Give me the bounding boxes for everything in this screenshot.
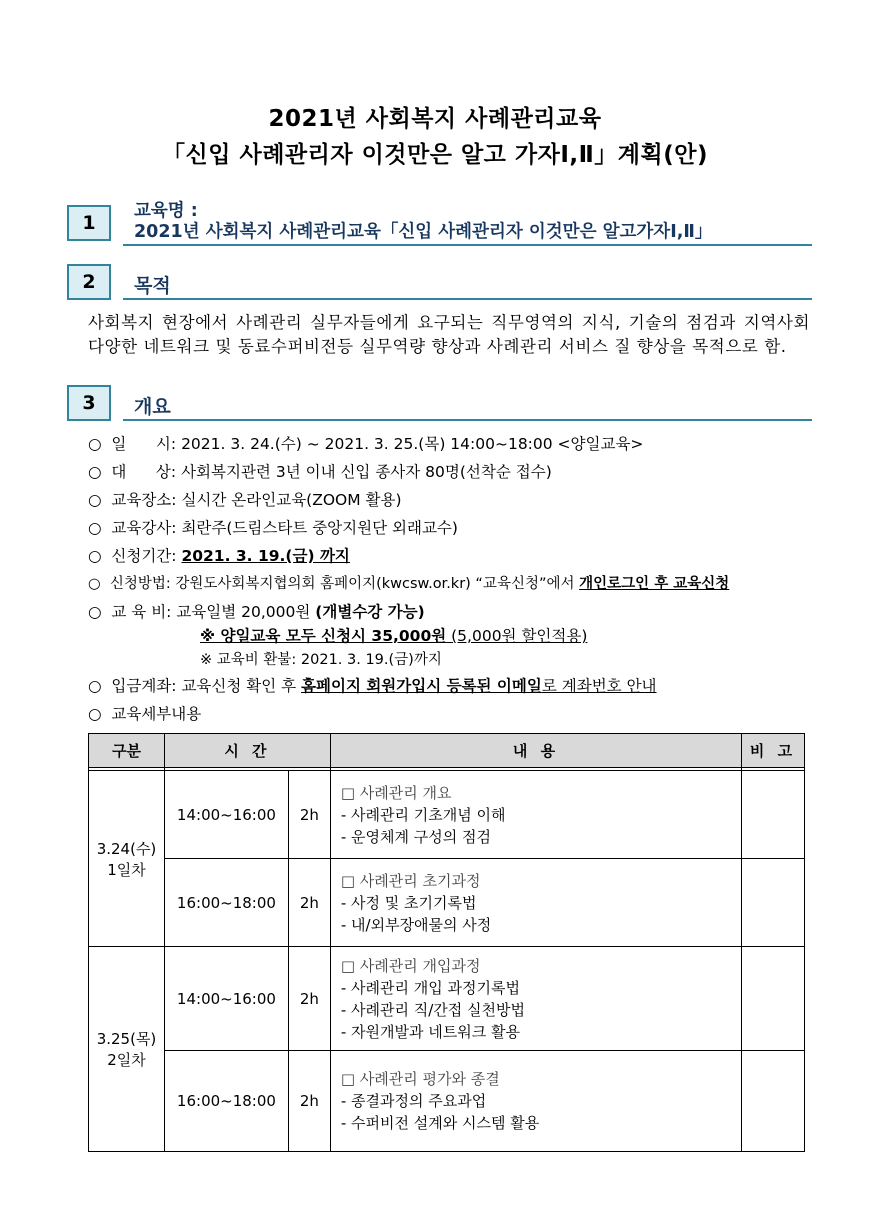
- section-2-label: 목적: [134, 275, 171, 297]
- header-category: 구분: [89, 734, 165, 768]
- bullet-icon: ○: [88, 677, 102, 695]
- bullet-icon: ○: [88, 463, 102, 481]
- section-number-2: 2: [67, 264, 111, 300]
- header-time: 시 간: [164, 734, 330, 768]
- bullet-icon: ○: [88, 576, 101, 592]
- bullet-icon: ○: [88, 435, 102, 453]
- fee-note-refund: ※ 교육비 환불: 2021. 3. 19.(금)까지: [200, 652, 442, 668]
- session-hours: 2h: [288, 771, 330, 859]
- overview-fee: ○ 교 육 비: 교육일별 20,000원 (개별수강 가능): [88, 603, 425, 621]
- document-title-line1: 2021년 사회복지 사례관리교육: [268, 106, 602, 132]
- table-row: [89, 771, 805, 859]
- course-name-key: 교육명 :: [134, 201, 198, 221]
- table-row: [89, 859, 805, 947]
- section-3-label: 개요: [134, 396, 171, 418]
- bullet-icon: ○: [88, 519, 102, 537]
- bullet-icon: ○: [88, 603, 102, 621]
- session-content: □ 사례관리 평가와 종결 - 종결과정의 주요과업 - 수퍼비전 설계와 시스템 활용: [330, 1051, 741, 1152]
- overview-place: ○ 교육장소: 실시간 온라인교육(ZOOM 활용): [88, 491, 402, 509]
- section-3-rule: [123, 419, 812, 421]
- overview-method: ○ 신청방법: 강원도사회복지협의회 홈페이지(kwcsw.or.kr) “교육신청”에서 개인로그인 후 교육신청: [88, 576, 730, 592]
- overview-period: ○ 신청기간: 2021. 3. 19.(금) 까지: [88, 547, 350, 565]
- bullet-icon: ○: [88, 705, 102, 723]
- session-content: □ 사례관리 개입과정 - 사례관리 개입 과정기록법 - 사례관리 직/간접 실천방법 - 자원개발과 네트워크 활용: [330, 947, 741, 1051]
- table-row: [89, 947, 805, 1051]
- section-number-3: 3: [67, 385, 111, 421]
- session-content: □ 사례관리 초기과정 - 사정 및 초기기록법 - 내/외부장애물의 사정: [330, 859, 741, 947]
- fee-note-discount: ※ 양일교육 모두 신청시 35,000원 (5,000원 할인적용): [200, 627, 588, 645]
- overview-lecturer: ○ 교육강사: 최란주(드림스타트 중앙지원단 외래교수): [88, 519, 458, 537]
- overview-date: ○ 일 시: 2021. 3. 24.(수) ~ 2021. 3. 25.(목) 14:00~18:00 <양일교육>: [88, 435, 644, 453]
- header-note: 비 고: [742, 734, 805, 768]
- session-time: 16:00~18:00: [164, 859, 288, 947]
- purpose-text: 사회복지 현장에서 사례관리 실무자들에게 요구되는 직무영역의 지식, 기술의 점검과 지역사회 다양한 네트워크 및 동료수퍼비전등 실무역량 향상과 사례관리 서비스 질 향상을 목적으로 함.: [88, 313, 810, 356]
- bullet-icon: ○: [88, 491, 102, 509]
- session-hours: 2h: [288, 1051, 330, 1152]
- document-title-line2: 「신입 사례관리자 이것만은 알고 가자Ⅰ,Ⅱ」계획(안): [162, 142, 708, 168]
- session-time: 14:00~16:00: [164, 947, 288, 1051]
- bullet-icon: ○: [88, 547, 102, 565]
- session-time: 16:00~18:00: [164, 1051, 288, 1152]
- section-1-label: [134, 201, 712, 243]
- day-cell: 3.24(수) 1일차: [89, 771, 165, 947]
- session-note: [742, 947, 805, 1051]
- schedule-table: [88, 733, 805, 1152]
- course-name-value: 2021년 사회복지 사례관리교육「신입 사례관리자 이것만은 알고가자Ⅰ,Ⅱ」: [134, 222, 713, 242]
- section-number-1: 1: [67, 205, 111, 241]
- overview-account: ○ 입금계좌: 교육신청 확인 후 홈페이지 회원가입시 등록된 이메일로 계좌번호 안내: [88, 677, 657, 695]
- table-header-row: [89, 734, 805, 768]
- session-hours: 2h: [288, 947, 330, 1051]
- overview-detail: ○ 교육세부내용: [88, 705, 202, 723]
- section-1-rule: [123, 244, 812, 246]
- day-cell: 3.25(목) 2일차: [89, 947, 165, 1152]
- section-2-rule: [123, 298, 812, 300]
- session-note: [742, 1051, 805, 1152]
- session-content: □ 사례관리 개요 - 사례관리 기초개념 이해 - 운영체계 구성의 점검: [330, 771, 741, 859]
- session-note: [742, 771, 805, 859]
- session-hours: 2h: [288, 859, 330, 947]
- session-time: 14:00~16:00: [164, 771, 288, 859]
- table-row: [89, 1051, 805, 1152]
- overview-target: ○ 대 상: 사회복지관련 3년 이내 신입 종사자 80명(선착순 접수): [88, 463, 552, 481]
- session-note: [742, 859, 805, 947]
- header-content: 내 용: [330, 734, 741, 768]
